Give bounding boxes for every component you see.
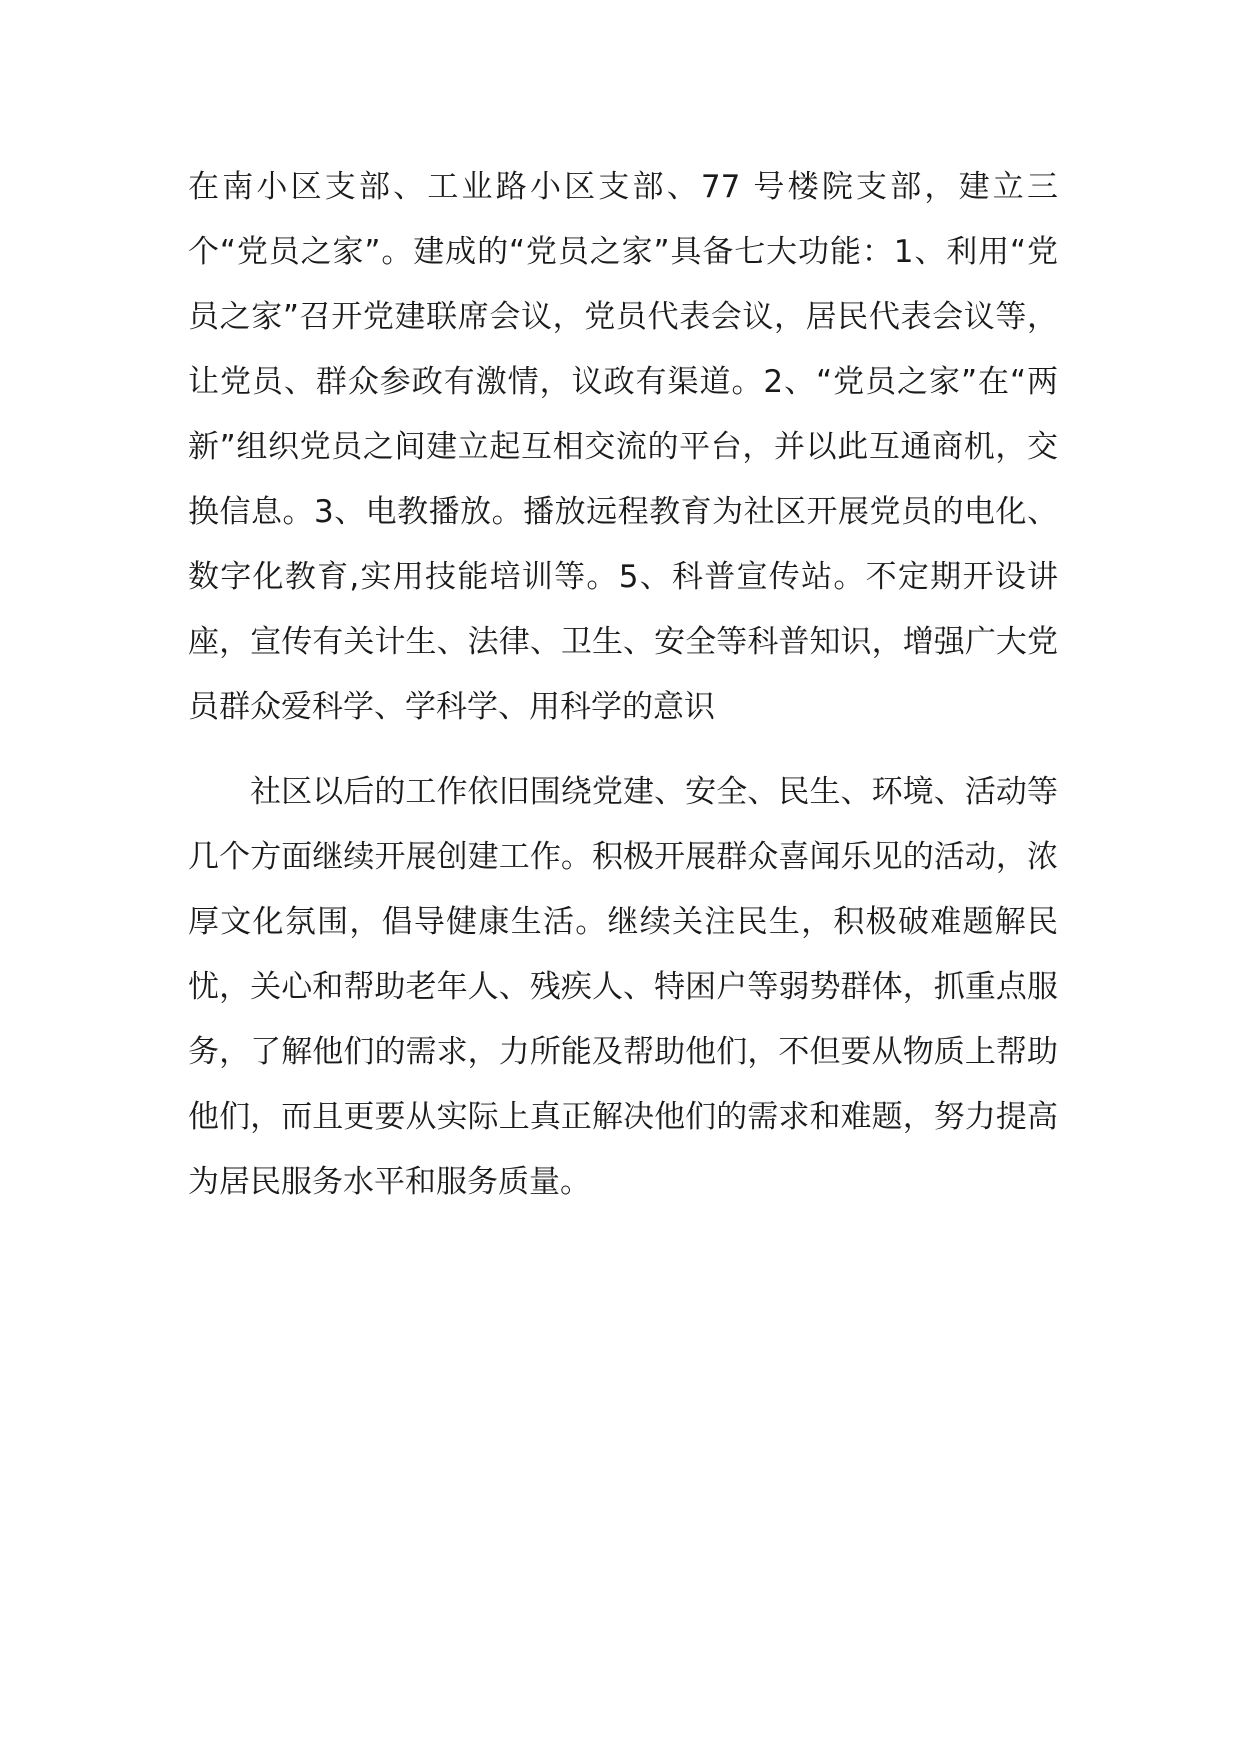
paragraph-future-work: 社区以后的工作依旧围绕党建、安全、民生、环境、活动等几个方面继续开展创建工作。积极开展群众喜闻乐见的活动，浓厚文化氛围，倡导健康生活。继续关注民生，积极破难题解民忧，关心和帮助老年人、残疾人、特困户等弱势群体，抓重点服务，了解他们的需求，力所能及帮助他们，不但要从物质上帮助他们，而且更要从实际上真正解决他们的需求和难题，努力提高为居民服务水平和服务质量。 [188, 774, 1058, 1200]
document-body [188, 155, 1058, 1215]
paragraph-party-member-home: 在南小区支部、工业路小区支部、77 号楼院支部，建立三个“党员之家”。建成的“党员之家”具备七大功能：1、利用“党员之家”召开党建联席会议，党员代表会议，居民代表会议等，让党员、群众参政有激情，议政有渠道。2、“党员之家”在“两新”组织党员之间建立起互相交流的平台，并以此互通商机，交换信息。3、电教播放。播放远程教育为社区开展党员的电化、数字化教育,实用技能培训等。5、科普宣传站。不定期开设讲座，宣传有关计生、法律、卫生、安全等科普知识，增强广大党员群众爱科学、学科学、用科学的意识 [188, 169, 1058, 725]
